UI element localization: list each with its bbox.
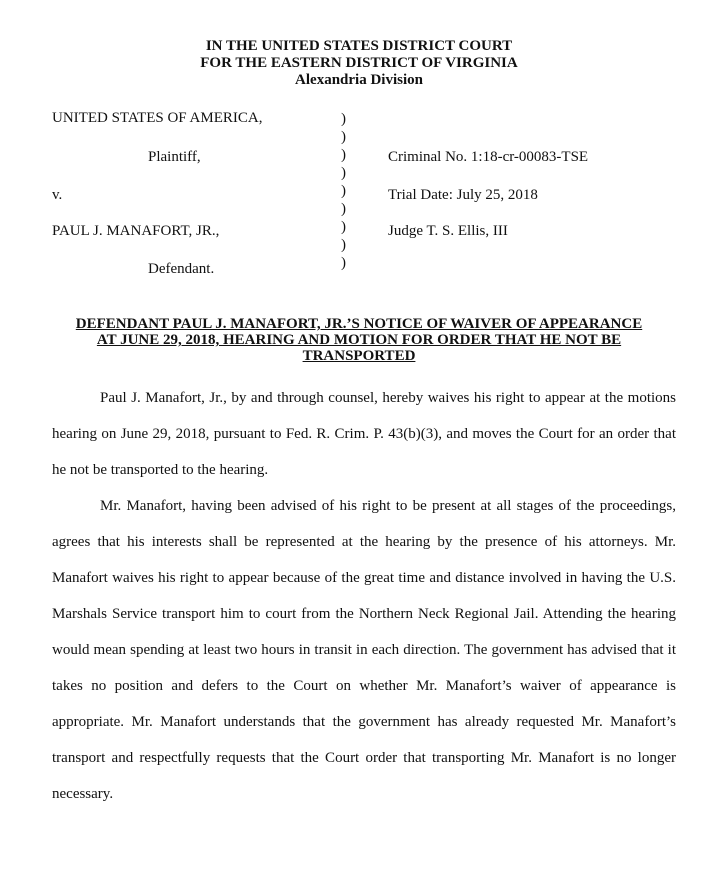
caption-paren: ) [341, 111, 346, 127]
versus-label: v. [52, 187, 63, 203]
body-paragraph-2: Mr. Manafort, having been advised of his right to be present at all stages of the proceedings, agrees that his interests shall be represented at the hearing by the presence of his attorneys. Mr. Manafort waives his right to appear because of the great time and distance involved in having the U.S. Marshals Service transport him to court from the Northern Neck Regional Jail. Attending the hearing would mean spending at least two hours in transit in each direction. The government has advised that it takes no position and defers to the Court on whether Mr. Manafort’s waiver of appearance is appropriate. Mr. Manafort understands that the government has already requested Mr. Manafort’s transport and respectfully requests that the Court order that transporting Mr. Manafort is no longer necessary. [52, 498, 676, 802]
caption-paren: ) [341, 255, 346, 271]
document-body [52, 380, 676, 812]
title-line-3: TRANSPORTED [302, 348, 416, 364]
district-name: FOR THE EASTERN DISTRICT OF VIRGINIA [200, 55, 518, 71]
plaintiff-role: Plaintiff, [148, 149, 201, 165]
title-line-1: DEFENDANT PAUL J. MANAFORT, JR.’S NOTICE OF WAIVER OF APPEARANCE [75, 316, 643, 332]
plaintiff-name: UNITED STATES OF AMERICA, [52, 110, 263, 126]
court-header [0, 38, 718, 89]
caption-paren: ) [341, 147, 346, 163]
body-paragraph-1: Paul J. Manafort, Jr., by and through counsel, hereby waives his right to appear at the motions hearing on June 29, 2018, pursuant to Fed. R. Crim. P. 43(b)(3), and moves the Court for an order that he not be transported to the hearing. [52, 390, 676, 478]
document-title [40, 316, 678, 364]
criminal-number: Criminal No. 1:18-cr-00083-TSE [388, 149, 589, 165]
division-name: Alexandria Division [295, 72, 423, 88]
title-line-2: AT JUNE 29, 2018, HEARING AND MOTION FOR ORDER THAT HE NOT BE [96, 332, 622, 348]
caption-paren: ) [341, 237, 346, 253]
caption-paren-column [341, 110, 353, 272]
caption-paren: ) [341, 201, 346, 217]
caption-paren: ) [341, 183, 346, 199]
defendant-name: PAUL J. MANAFORT, JR., [52, 223, 220, 239]
trial-date: Trial Date: July 25, 2018 [388, 187, 538, 203]
caption-paren: ) [341, 129, 346, 145]
court-name: IN THE UNITED STATES DISTRICT COURT [205, 38, 513, 54]
case-caption [52, 110, 672, 280]
defendant-role: Defendant. [148, 261, 215, 277]
judge-name: Judge T. S. Ellis, III [388, 223, 508, 239]
caption-paren: ) [341, 165, 346, 181]
caption-paren: ) [341, 219, 346, 235]
